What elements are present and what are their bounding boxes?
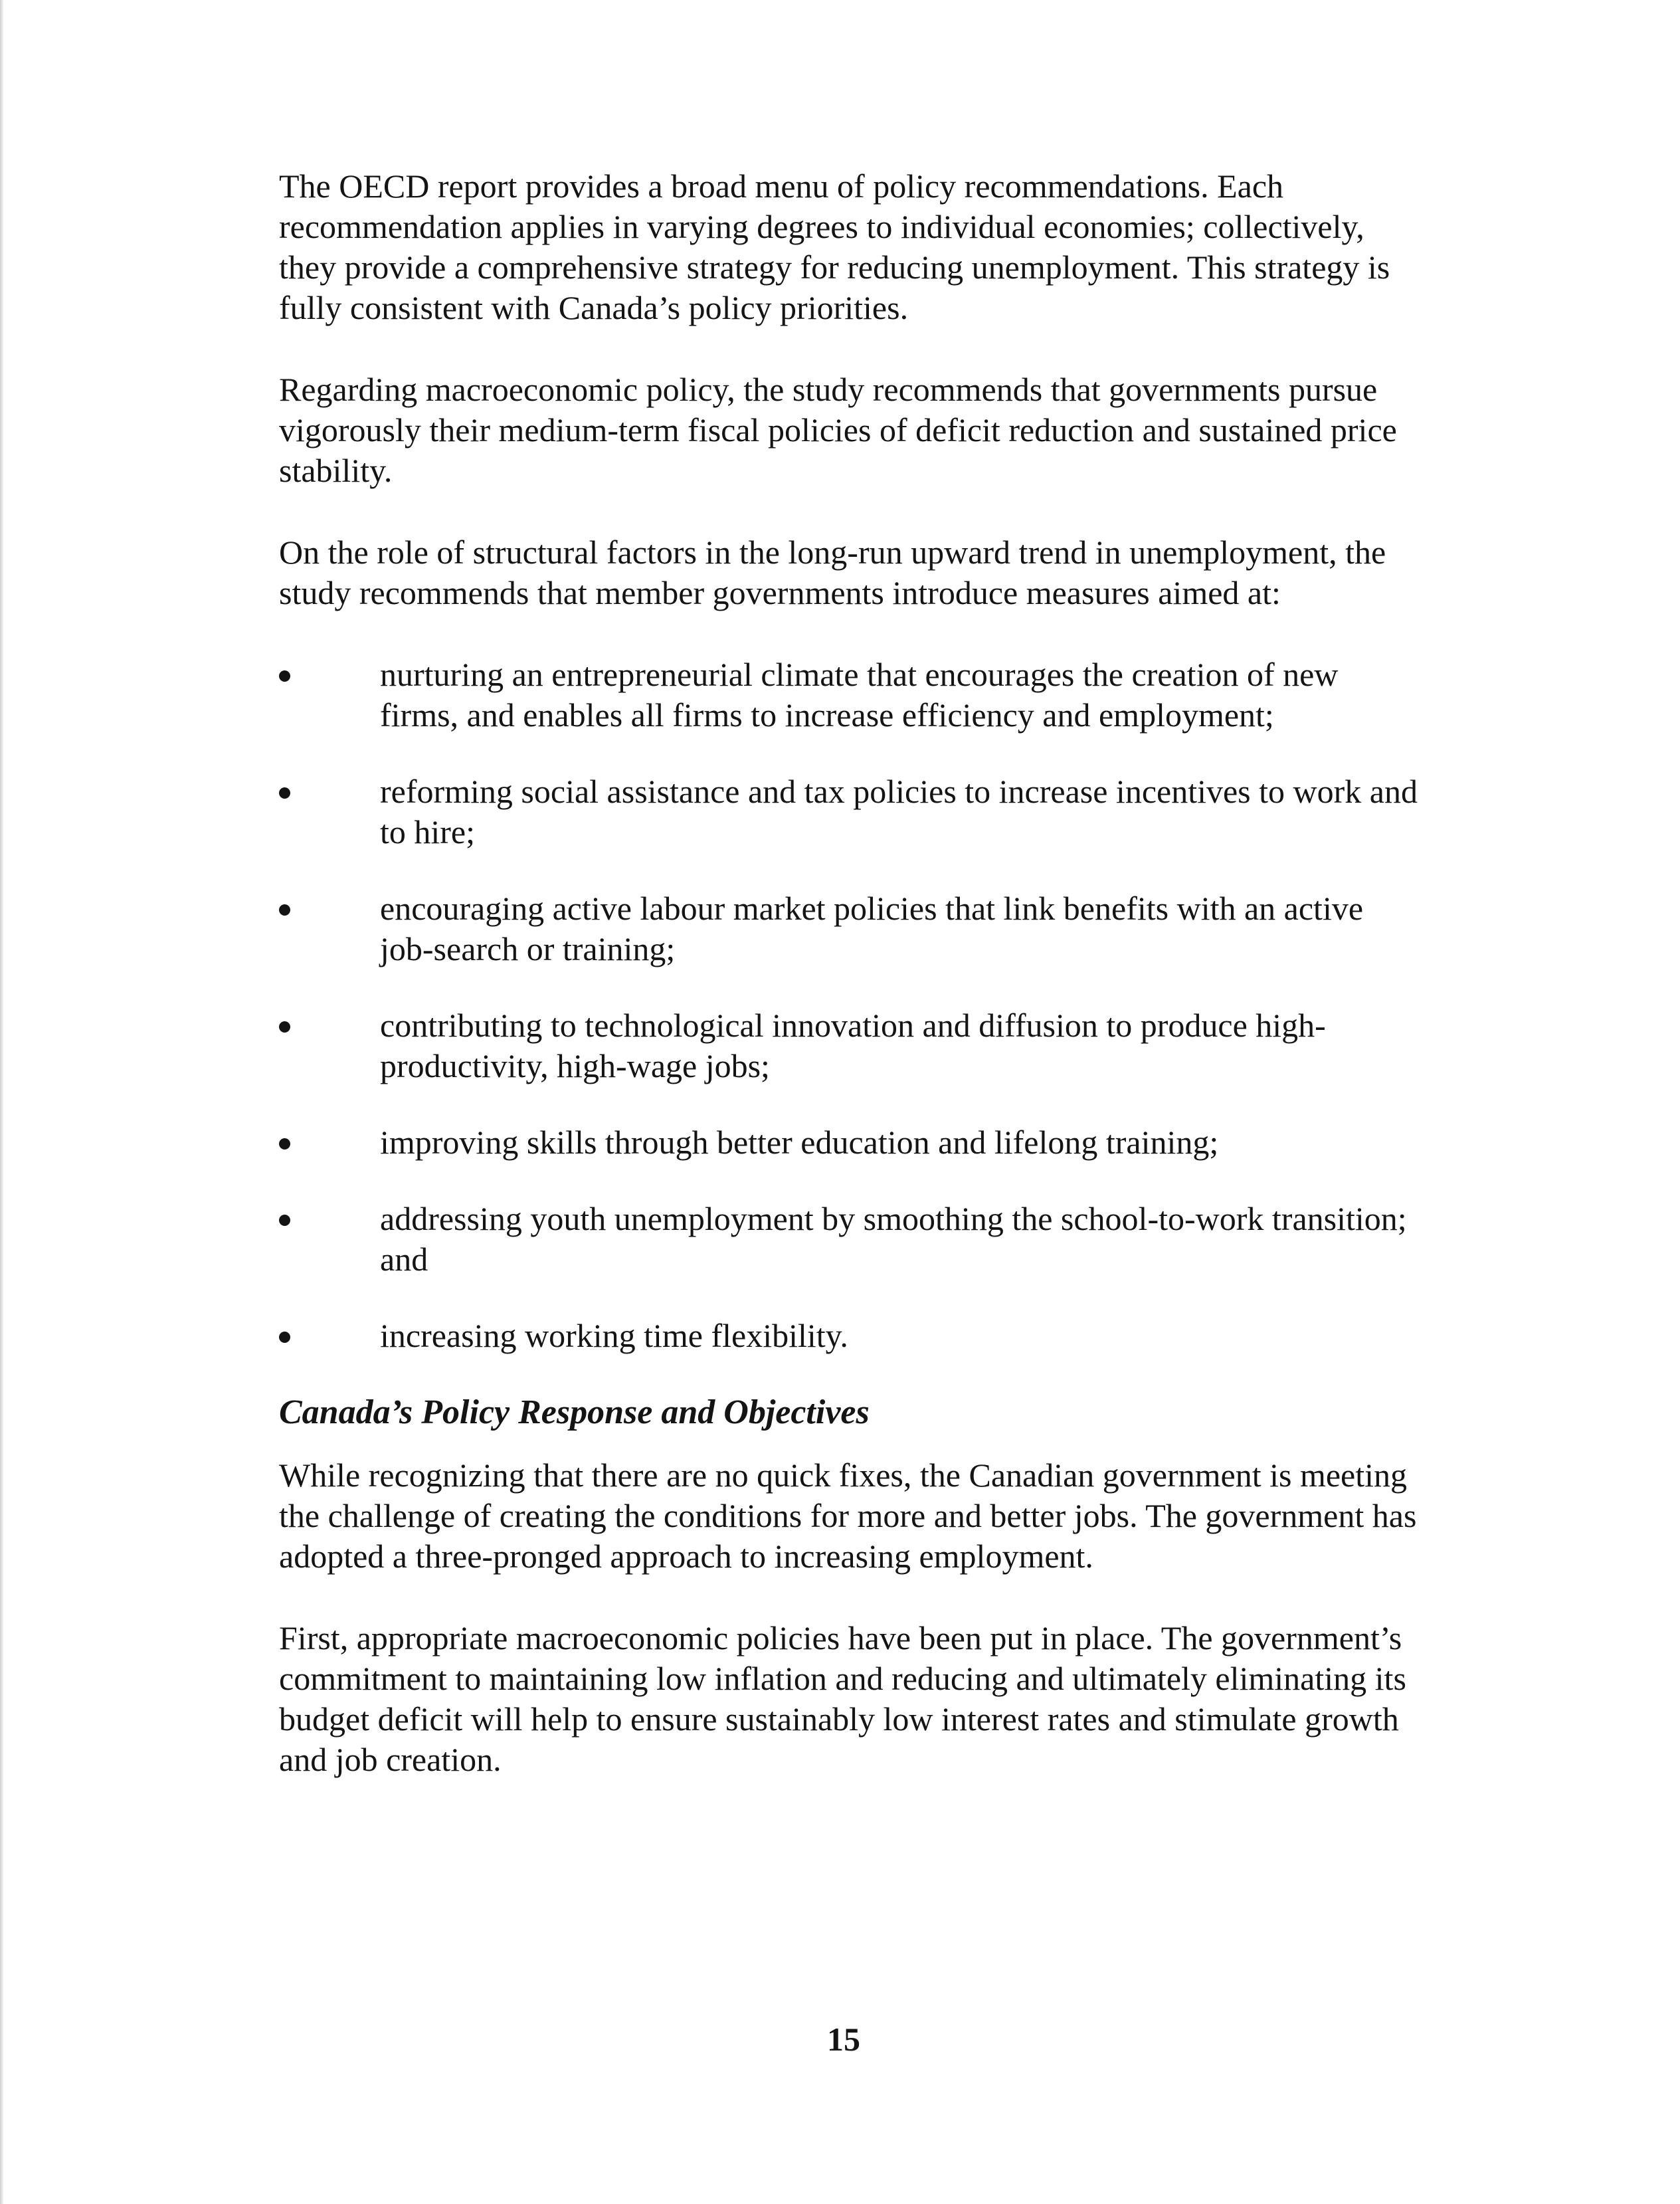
list-item [279, 1316, 1422, 1356]
list-item [279, 1122, 1422, 1163]
bullet-icon [279, 1138, 290, 1150]
bullet-icon [279, 1021, 290, 1033]
bullet-icon [279, 787, 290, 799]
list-item [279, 1005, 1422, 1086]
scan-edge [0, 0, 4, 2204]
paragraph-oecd-report: The OECD report provides a broad menu of policy recommendations. Each recommendation applies in varying degrees to individual economies; collectively, they provide a comprehensive strategy for reducing unemployment. This strategy is fully consistent with Canada’s policy priorities. [279, 167, 1390, 326]
list-item-text: increasing working time flexibility. [380, 1317, 848, 1354]
bullet-icon [279, 1215, 290, 1226]
list-item-text: improving skills through better education and lifelong training; [380, 1124, 1219, 1161]
paragraph-structural-factors: On the role of structural factors in the long-run upward trend in unemployment, the study recommends that member governments introduce measures aimed at: [279, 534, 1386, 611]
list-item-text: contributing to technological innovation and diffusion to produce high-productivity, high-wage jobs; [380, 1007, 1326, 1084]
recommendation-list [279, 654, 1422, 1356]
bullet-icon [279, 670, 290, 682]
list-item-text: reforming social assistance and tax policies to increase incentives to work and to hire; [380, 773, 1418, 851]
bullet-icon [279, 1332, 290, 1343]
paragraph-macroeconomic-policy: Regarding macroeconomic policy, the study recommends that governments pursue vigorously their medium-term fiscal policies of deficit reduction and sustained price stability. [279, 371, 1397, 489]
list-item [279, 771, 1422, 852]
list-item [279, 654, 1422, 736]
page-number: 15 [827, 2021, 860, 2058]
list-item [279, 1199, 1422, 1280]
bullet-icon [279, 904, 290, 916]
list-item-text: encouraging active labour market policies that link benefits with an active job-search or training; [380, 890, 1364, 967]
list-item [279, 888, 1422, 969]
list-item-text: addressing youth unemployment by smoothing the school-to-work transition; and [380, 1200, 1407, 1278]
document-body [279, 166, 1422, 1821]
paragraph-macroeconomic-measures: First, appropriate macroeconomic policies have been put in place. The government’s commitment to maintaining low inflation and reducing and ultimately eliminating its budget deficit will help to ensure sustainably low interest rates and stimulate growth and job creation. [279, 1619, 1406, 1778]
paragraph-canadian-government: While recognizing that there are no quick fixes, the Canadian government is meeting the challenge of creating the conditions for more and better jobs. The government has adopted a three-pronged approach to increasing employment. [279, 1456, 1417, 1575]
list-item-text: nurturing an entrepreneurial climate that encourages the creation of new firms, and enables all firms to increase efficiency and employment; [380, 656, 1339, 734]
section-heading: Canada’s Policy Response and Objectives [279, 1393, 870, 1431]
